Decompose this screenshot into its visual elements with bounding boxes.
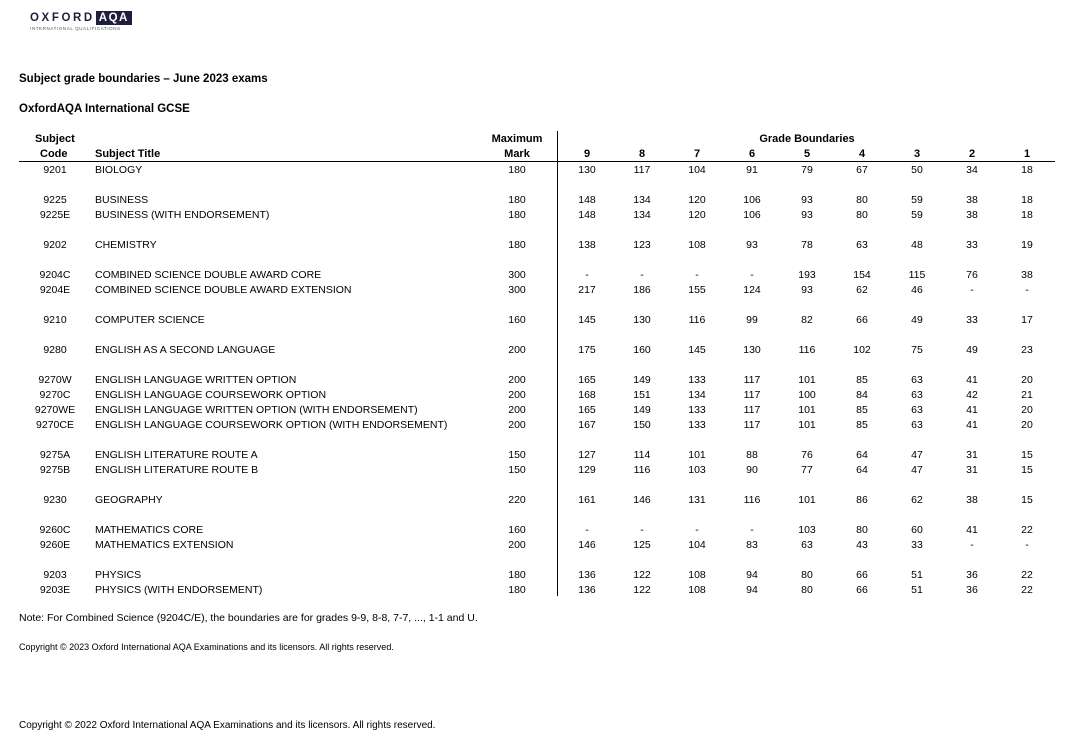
maximum-mark: 200 xyxy=(508,404,526,416)
boundary-grade-6: 94 xyxy=(746,569,758,581)
boundary-grade-6: 130 xyxy=(743,344,761,356)
subject-title: BUSINESS xyxy=(95,194,149,206)
boundary-grade-5: 103 xyxy=(798,524,816,536)
boundary-grade-6: 117 xyxy=(743,374,761,386)
maximum-mark: 300 xyxy=(508,284,526,296)
boundary-grade-4: 85 xyxy=(856,419,868,431)
maximum-mark: 180 xyxy=(508,239,526,251)
maximum-mark: 180 xyxy=(508,584,526,596)
boundary-grade-9: 148 xyxy=(578,194,596,206)
boundary-grade-1: 21 xyxy=(1021,389,1033,401)
boundary-grade-3: 60 xyxy=(911,524,923,536)
boundary-grade-7: 145 xyxy=(688,344,706,356)
subject-title: COMBINED SCIENCE DOUBLE AWARD EXTENSION xyxy=(95,284,352,296)
boundary-grade-4: 80 xyxy=(856,209,868,221)
boundary-grade-8: 116 xyxy=(633,464,651,476)
boundary-grade-4: 62 xyxy=(856,284,868,296)
subject-title: ENGLISH LANGUAGE COURSEWORK OPTION (WITH ENDORSEMENT) xyxy=(95,419,448,431)
boundary-grade-6: 83 xyxy=(746,539,758,551)
boundary-grade-1: 20 xyxy=(1021,419,1033,431)
subject-title: MATHEMATICS EXTENSION xyxy=(95,539,234,551)
boundary-grade-3: 46 xyxy=(911,284,923,296)
boundary-grade-2: 34 xyxy=(966,164,978,176)
boundary-grade-3: 59 xyxy=(911,194,923,206)
maximum-mark: 180 xyxy=(508,164,526,176)
boundary-grade-3: 63 xyxy=(911,374,923,386)
boundary-grade-4: 66 xyxy=(856,314,868,326)
boundary-grade-2: 42 xyxy=(966,389,978,401)
boundary-grade-7: 131 xyxy=(688,494,706,506)
maximum-mark: 150 xyxy=(508,464,526,476)
subject-code: 9270W xyxy=(38,374,72,386)
subject-title: MATHEMATICS CORE xyxy=(95,524,204,536)
boundary-grade-5: 63 xyxy=(801,539,813,551)
boundary-grade-6: 99 xyxy=(746,314,758,326)
boundary-grade-8: 122 xyxy=(633,569,651,581)
header-mark: Mark xyxy=(504,148,530,160)
boundary-grade-3: 47 xyxy=(911,449,923,461)
boundary-grade-1: 18 xyxy=(1021,164,1033,176)
boundary-grade-9: 136 xyxy=(578,569,596,581)
boundary-grade-4: 67 xyxy=(856,164,868,176)
boundary-grade-1: 17 xyxy=(1021,314,1033,326)
logo-tagline: INTERNATIONAL QUALIFICATIONS xyxy=(30,26,121,31)
boundary-grade-4: 80 xyxy=(856,524,868,536)
header-grade-9: 9 xyxy=(583,148,591,160)
boundary-grade-2: 49 xyxy=(966,344,978,356)
header-subject: Subject xyxy=(35,133,75,145)
boundary-grade-3: 49 xyxy=(911,314,923,326)
boundary-grade-9: - xyxy=(585,524,589,536)
maximum-mark: 200 xyxy=(508,374,526,386)
subject-code: 9270WE xyxy=(34,404,76,416)
subject-title: COMPUTER SCIENCE xyxy=(95,314,205,326)
maximum-mark: 200 xyxy=(508,539,526,551)
boundary-grade-9: 168 xyxy=(578,389,596,401)
boundary-grade-8: 149 xyxy=(633,374,651,386)
header-grade-4: 4 xyxy=(858,148,866,160)
subject-code: 9260C xyxy=(39,524,71,536)
boundary-grade-4: 66 xyxy=(856,569,868,581)
boundary-grade-9: 217 xyxy=(578,284,596,296)
boundary-grade-2: 38 xyxy=(966,209,978,221)
boundary-grade-2: 41 xyxy=(966,524,978,536)
boundary-grade-4: 84 xyxy=(856,389,868,401)
boundary-grade-8: 151 xyxy=(633,389,651,401)
boundary-grade-9: 136 xyxy=(578,584,596,596)
boundary-grade-3: 115 xyxy=(908,269,926,281)
boundary-grade-1: 15 xyxy=(1021,449,1033,461)
subject-title: CHEMISTRY xyxy=(95,239,157,251)
boundary-grade-8: 122 xyxy=(633,584,651,596)
boundary-grade-8: 134 xyxy=(633,209,651,221)
subject-code: 9210 xyxy=(43,314,67,326)
subject-code: 9204C xyxy=(39,269,71,281)
boundary-grade-7: - xyxy=(695,524,699,536)
boundary-grade-5: 101 xyxy=(798,494,816,506)
boundary-grade-8: 114 xyxy=(633,449,651,461)
header-grade-1: 1 xyxy=(1023,148,1031,160)
subject-code: 9203E xyxy=(39,584,71,596)
subject-code: 9201 xyxy=(43,164,67,176)
boundary-grade-5: 80 xyxy=(801,584,813,596)
boundary-grade-1: 20 xyxy=(1021,374,1033,386)
subject-title: BUSINESS (WITH ENDORSEMENT) xyxy=(95,209,270,221)
boundary-grade-1: 38 xyxy=(1021,269,1033,281)
boundary-grade-5: 101 xyxy=(798,404,816,416)
boundary-grade-2: 36 xyxy=(966,569,978,581)
boundary-grade-1: 22 xyxy=(1021,524,1033,536)
boundary-grade-2: 76 xyxy=(966,269,978,281)
boundary-grade-7: - xyxy=(695,269,699,281)
subject-code: 9225E xyxy=(39,209,71,221)
boundary-grade-4: 85 xyxy=(856,404,868,416)
subject-title: ENGLISH LITERATURE ROUTE B xyxy=(95,464,259,476)
boundary-grade-4: 64 xyxy=(856,464,868,476)
boundary-grade-3: 63 xyxy=(911,404,923,416)
subject-code: 9275B xyxy=(39,464,71,476)
boundary-grade-6: 91 xyxy=(746,164,758,176)
boundary-grade-3: 51 xyxy=(911,584,923,596)
boundary-grade-1: - xyxy=(1025,539,1029,551)
copyright-2022: Copyright © 2022 Oxford International AQA Examinations and its licensors. All rights reserved. xyxy=(19,720,436,731)
boundary-grade-6: 117 xyxy=(743,419,761,431)
maximum-mark: 160 xyxy=(508,314,526,326)
boundary-grade-9: 165 xyxy=(578,374,596,386)
boundary-grade-4: 43 xyxy=(856,539,868,551)
subject-code: 9202 xyxy=(43,239,67,251)
boundary-grade-3: 51 xyxy=(911,569,923,581)
boundary-grade-3: 59 xyxy=(911,209,923,221)
boundary-grade-4: 102 xyxy=(853,344,871,356)
boundary-grade-8: - xyxy=(640,524,644,536)
boundary-grade-9: 127 xyxy=(578,449,596,461)
boundary-grade-8: 186 xyxy=(633,284,651,296)
maximum-mark: 180 xyxy=(508,569,526,581)
subject-code: 9204E xyxy=(39,284,71,296)
boundary-grade-4: 64 xyxy=(856,449,868,461)
boundary-grade-5: 79 xyxy=(801,164,813,176)
boundary-grade-6: 117 xyxy=(743,404,761,416)
boundary-grade-2: 36 xyxy=(966,584,978,596)
maximum-mark: 220 xyxy=(508,494,526,506)
header-maximum: Maximum xyxy=(491,133,543,145)
logo-aqa-text: AQA xyxy=(96,11,132,25)
boundary-grade-7: 108 xyxy=(688,584,706,596)
boundary-grade-5: 101 xyxy=(798,374,816,386)
maximum-mark: 180 xyxy=(508,209,526,221)
header-subject-title: Subject Title xyxy=(95,148,161,160)
boundary-grade-5: 101 xyxy=(798,419,816,431)
boundary-grade-7: 108 xyxy=(688,569,706,581)
boundary-grade-8: 134 xyxy=(633,194,651,206)
boundary-grade-8: 146 xyxy=(633,494,651,506)
boundary-grade-1: 19 xyxy=(1021,239,1033,251)
boundary-grade-2: 38 xyxy=(966,494,978,506)
header-code: Code xyxy=(40,148,68,160)
boundary-grade-7: 120 xyxy=(688,194,706,206)
subject-title: GEOGRAPHY xyxy=(95,494,163,506)
subject-code: 9270CE xyxy=(36,419,74,431)
boundary-grade-7: 108 xyxy=(688,239,706,251)
boundary-grade-5: 100 xyxy=(798,389,816,401)
page-subtitle: OxfordAQA International GCSE xyxy=(19,103,190,115)
subject-code: 9203 xyxy=(43,569,67,581)
boundary-grade-8: - xyxy=(640,269,644,281)
boundary-grade-3: 47 xyxy=(911,464,923,476)
subject-title: BIOLOGY xyxy=(95,164,143,176)
maximum-mark: 200 xyxy=(508,389,526,401)
header-grade-3: 3 xyxy=(913,148,921,160)
boundary-grade-6: 106 xyxy=(743,194,761,206)
boundary-grade-6: 88 xyxy=(746,449,758,461)
boundary-grade-6: 106 xyxy=(743,209,761,221)
boundary-grade-9: 129 xyxy=(578,464,596,476)
subject-title: ENGLISH LITERATURE ROUTE A xyxy=(95,449,258,461)
subject-code: 9275A xyxy=(39,449,71,461)
subject-code: 9280 xyxy=(43,344,67,356)
subject-code: 9225 xyxy=(43,194,67,206)
boundary-grade-9: 130 xyxy=(578,164,596,176)
boundary-grade-2: 33 xyxy=(966,314,978,326)
boundary-grade-3: 63 xyxy=(911,389,923,401)
header-grade-boundaries: Grade Boundaries xyxy=(759,133,855,145)
boundary-grade-4: 80 xyxy=(856,194,868,206)
boundary-grade-9: 165 xyxy=(578,404,596,416)
boundary-grade-3: 50 xyxy=(911,164,923,176)
header-grade-6: 6 xyxy=(748,148,756,160)
maximum-mark: 200 xyxy=(508,419,526,431)
header-grade-2: 2 xyxy=(968,148,976,160)
boundary-grade-4: 66 xyxy=(856,584,868,596)
boundary-grade-5: 93 xyxy=(801,284,813,296)
boundary-grade-6: 90 xyxy=(746,464,758,476)
subject-title: COMBINED SCIENCE DOUBLE AWARD CORE xyxy=(95,269,322,281)
header-rule xyxy=(19,161,1055,162)
boundary-grade-9: 161 xyxy=(578,494,596,506)
boundary-grade-6: 116 xyxy=(743,494,761,506)
boundary-grade-1: 18 xyxy=(1021,194,1033,206)
boundary-grade-1: 15 xyxy=(1021,494,1033,506)
boundary-grade-8: 123 xyxy=(633,239,651,251)
page-title: Subject grade boundaries – June 2023 exams xyxy=(19,73,268,85)
boundary-grade-4: 63 xyxy=(856,239,868,251)
boundary-grade-2: 31 xyxy=(966,449,978,461)
maximum-mark: 160 xyxy=(508,524,526,536)
subject-code: 9260E xyxy=(39,539,71,551)
boundary-grade-5: 116 xyxy=(798,344,816,356)
header-grade-8: 8 xyxy=(638,148,646,160)
boundary-grade-5: 93 xyxy=(801,194,813,206)
boundary-grade-2: 41 xyxy=(966,419,978,431)
boundary-grade-1: 22 xyxy=(1021,584,1033,596)
boundary-grade-7: 120 xyxy=(688,209,706,221)
boundary-grade-5: 80 xyxy=(801,569,813,581)
subject-title: ENGLISH LANGUAGE WRITTEN OPTION (WITH ENDORSEMENT) xyxy=(95,404,418,416)
maximum-mark: 150 xyxy=(508,449,526,461)
boundary-grade-6: 124 xyxy=(743,284,761,296)
boundary-grade-2: 33 xyxy=(966,239,978,251)
boundary-grade-9: 148 xyxy=(578,209,596,221)
boundary-grade-5: 193 xyxy=(798,269,816,281)
boundary-grade-3: 48 xyxy=(911,239,923,251)
boundary-grade-1: 18 xyxy=(1021,209,1033,221)
combined-science-note: Note: For Combined Science (9204C/E), the boundaries are for grades 9-9, 8-8, 7-7, ..., 1-1 and U. xyxy=(19,612,478,624)
boundary-grade-9: 175 xyxy=(578,344,596,356)
boundary-grade-5: 93 xyxy=(801,209,813,221)
oxfordaqa-logo xyxy=(30,10,132,31)
boundary-grade-8: 125 xyxy=(633,539,651,551)
header-grade-5: 5 xyxy=(803,148,811,160)
boundary-grade-3: 33 xyxy=(911,539,923,551)
subject-title: ENGLISH LANGUAGE WRITTEN OPTION xyxy=(95,374,297,386)
boundary-grade-3: 75 xyxy=(911,344,923,356)
boundary-grade-7: 103 xyxy=(688,464,706,476)
boundary-grade-7: 133 xyxy=(688,404,706,416)
column-divider xyxy=(557,131,558,596)
boundary-grade-6: - xyxy=(750,269,754,281)
boundary-grade-5: 78 xyxy=(801,239,813,251)
boundary-grade-9: 167 xyxy=(578,419,596,431)
boundary-grade-3: 62 xyxy=(911,494,923,506)
boundary-grade-4: 86 xyxy=(856,494,868,506)
boundary-grade-9: 138 xyxy=(578,239,596,251)
boundary-grade-7: 104 xyxy=(688,164,706,176)
boundary-grade-2: 41 xyxy=(966,404,978,416)
boundary-grade-5: 77 xyxy=(801,464,813,476)
boundary-grade-2: 41 xyxy=(966,374,978,386)
boundary-grade-8: 160 xyxy=(633,344,651,356)
subject-code: 9230 xyxy=(43,494,67,506)
boundary-grade-4: 154 xyxy=(853,269,871,281)
boundary-grade-7: 133 xyxy=(688,374,706,386)
boundary-grade-7: 134 xyxy=(688,389,706,401)
boundary-grade-9: 146 xyxy=(578,539,596,551)
boundary-grade-4: 85 xyxy=(856,374,868,386)
boundary-grade-7: 116 xyxy=(688,314,706,326)
maximum-mark: 180 xyxy=(508,194,526,206)
boundary-grade-7: 101 xyxy=(688,449,706,461)
boundary-grade-6: 117 xyxy=(743,389,761,401)
header-grade-7: 7 xyxy=(693,148,701,160)
subject-code: 9270C xyxy=(39,389,71,401)
boundary-grade-6: - xyxy=(750,524,754,536)
boundary-grade-1: 22 xyxy=(1021,569,1033,581)
boundary-grade-1: 20 xyxy=(1021,404,1033,416)
boundary-grade-2: 31 xyxy=(966,464,978,476)
subject-title: PHYSICS (WITH ENDORSEMENT) xyxy=(95,584,263,596)
logo-oxford-text: OXFORD xyxy=(30,11,95,24)
boundary-grade-8: 150 xyxy=(633,419,651,431)
boundary-grade-7: 155 xyxy=(688,284,706,296)
boundary-grade-2: - xyxy=(970,539,974,551)
boundary-grade-1: - xyxy=(1025,284,1029,296)
boundary-grade-2: - xyxy=(970,284,974,296)
boundary-grade-1: 15 xyxy=(1021,464,1033,476)
boundary-grade-6: 94 xyxy=(746,584,758,596)
maximum-mark: 300 xyxy=(508,269,526,281)
copyright-2023: Copyright © 2023 Oxford International AQA Examinations and its licensors. All rights reserved. xyxy=(19,642,394,652)
boundary-grade-5: 82 xyxy=(801,314,813,326)
subject-title: PHYSICS xyxy=(95,569,142,581)
boundary-grade-7: 133 xyxy=(688,419,706,431)
boundary-grade-9: 145 xyxy=(578,314,596,326)
subject-title: ENGLISH AS A SECOND LANGUAGE xyxy=(95,344,276,356)
boundary-grade-5: 76 xyxy=(801,449,813,461)
boundary-grade-2: 38 xyxy=(966,194,978,206)
boundary-grade-8: 117 xyxy=(633,164,651,176)
boundary-grade-8: 149 xyxy=(633,404,651,416)
boundary-grade-6: 93 xyxy=(746,239,758,251)
subject-title: ENGLISH LANGUAGE COURSEWORK OPTION xyxy=(95,389,327,401)
boundary-grade-1: 23 xyxy=(1021,344,1033,356)
boundary-grade-9: - xyxy=(585,269,589,281)
maximum-mark: 200 xyxy=(508,344,526,356)
boundary-grade-3: 63 xyxy=(911,419,923,431)
boundary-grade-8: 130 xyxy=(633,314,651,326)
boundary-grade-7: 104 xyxy=(688,539,706,551)
